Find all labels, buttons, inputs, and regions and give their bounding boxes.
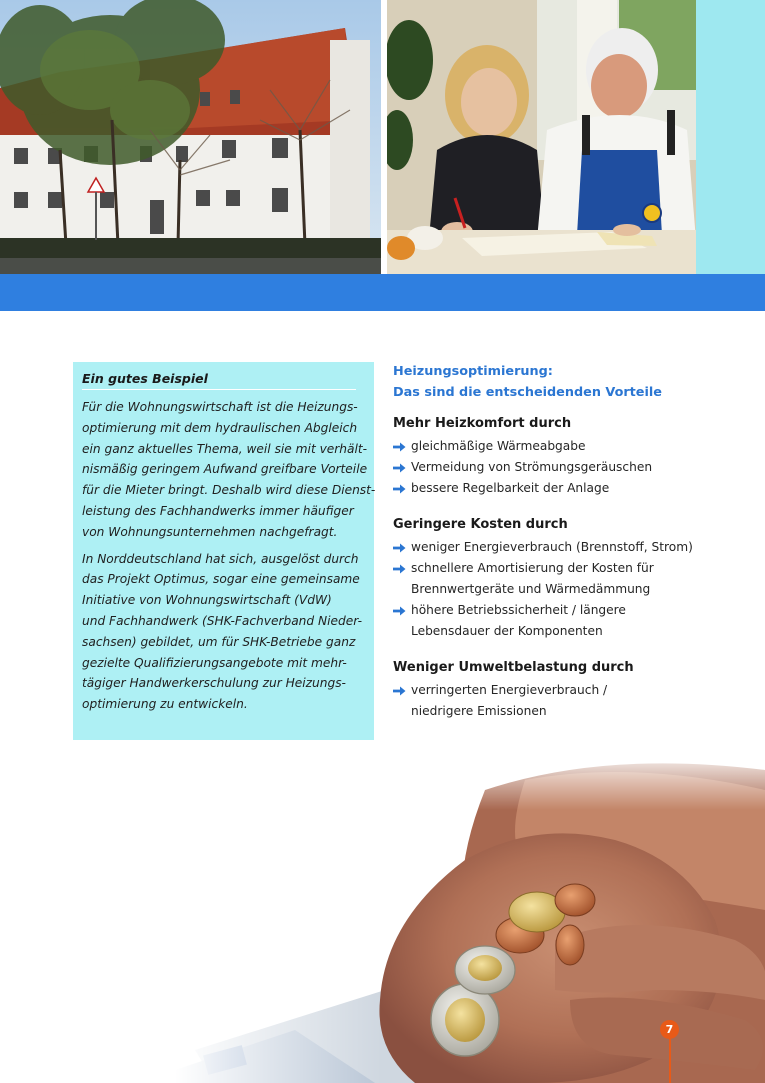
section-title: Geringere Kosten durch <box>393 517 568 533</box>
text-line: Für die Wohnungswirtschaft ist die Heizungs- <box>82 400 358 414</box>
list-item-text: verringerten Energieverbrauch / <box>411 683 608 698</box>
list-item-text: Brennwertgeräte und Wärmedämmung <box>411 581 651 596</box>
list-item <box>393 457 753 478</box>
text-line: und Fachhandwerk (SHK-Fachverband Nieder- <box>82 613 362 628</box>
advantages-column <box>393 362 753 739</box>
arrow-right-icon <box>393 484 406 494</box>
list-item <box>393 600 753 642</box>
text-line: ein ganz aktuelles Thema, weil sie mit verhält- <box>82 441 368 456</box>
arrow-right-icon <box>393 564 406 574</box>
section-heizkomfort <box>393 414 753 498</box>
list-item <box>393 436 753 457</box>
text-line: für die Mieter bringt. Deshalb wird diese Dienst- <box>82 483 376 498</box>
text-line: tägiger Handwerkerschulung zur Heizungs- <box>82 676 346 691</box>
example-box <box>73 362 374 740</box>
page-number: 7 <box>660 1020 679 1039</box>
list-item-text: bessere Regelbarkeit der Anlage <box>411 480 610 495</box>
text-line: nismäßig geringem Aufwand greifbare Vorteile <box>82 462 368 477</box>
text-line: leistung des Fachhandwerks immer häufiger <box>82 503 354 518</box>
list-item-text: gleichmäßige Wärmeabgabe <box>411 439 586 453</box>
list-item-text: höhere Betriebssicherheit / längere <box>411 602 626 617</box>
list-item-text: Lebensdauer der Komponenten <box>411 623 603 638</box>
arrow-right-icon <box>393 686 406 696</box>
list-item <box>393 478 753 499</box>
list-item <box>393 558 753 600</box>
text-line: In Norddeutschland hat sich, ausgelöst durch <box>82 551 359 566</box>
section-umwelt <box>393 658 753 722</box>
list-item-text: Vermeidung von Strömungsgeräuschen <box>411 459 653 474</box>
section-title: Weniger Umweltbelastung durch <box>393 660 634 676</box>
text-line: optimierung mit dem hydraulischen Abgleich <box>82 420 358 435</box>
advantages-heading <box>393 362 753 403</box>
text-line: optimierung zu entwickeln. <box>82 697 248 712</box>
building-photo <box>0 0 381 274</box>
list-item-text: niedrigere Emissionen <box>411 704 547 719</box>
text-line: das Projekt Optimus, sogar eine gemeinsame <box>82 572 360 587</box>
list-item <box>393 537 753 558</box>
decorative-cyan-strip <box>696 0 765 274</box>
arrow-right-icon <box>393 463 406 473</box>
text-line: sachsen) gebildet, um für SHK-Betriebe ganz <box>82 634 356 649</box>
arrow-right-icon <box>393 543 406 553</box>
example-paragraph-1 <box>82 397 376 543</box>
example-paragraph-2 <box>82 549 364 715</box>
example-box-title: Ein gutes Beispiel <box>82 371 356 390</box>
list-item <box>393 680 753 722</box>
arrow-right-icon <box>393 442 406 452</box>
section-kosten <box>393 515 753 641</box>
list-item-text: schnellere Amortisierung der Kosten für <box>411 561 654 576</box>
text-line: Initiative von Wohnungswirtschaft (VdW) <box>82 593 332 608</box>
section-title: Mehr Heizkomfort durch <box>393 416 572 431</box>
text-line: gezielte Qualifizierungsangebote mit mehr- <box>82 655 347 670</box>
page-number-rule <box>669 1039 671 1083</box>
list-item-text: weniger Energieverbrauch (Brennstoff, Strom) <box>411 540 693 555</box>
consultation-photo <box>387 0 696 274</box>
heading-line: Heizungsoptimierung: <box>393 364 553 379</box>
decorative-blue-band <box>0 274 765 311</box>
arrow-right-icon <box>393 606 406 616</box>
heading-line: Das sind die entscheidenden Vorteile <box>393 384 662 400</box>
text-line: von Wohnungsunternehmen nachgefragt. <box>82 524 338 539</box>
